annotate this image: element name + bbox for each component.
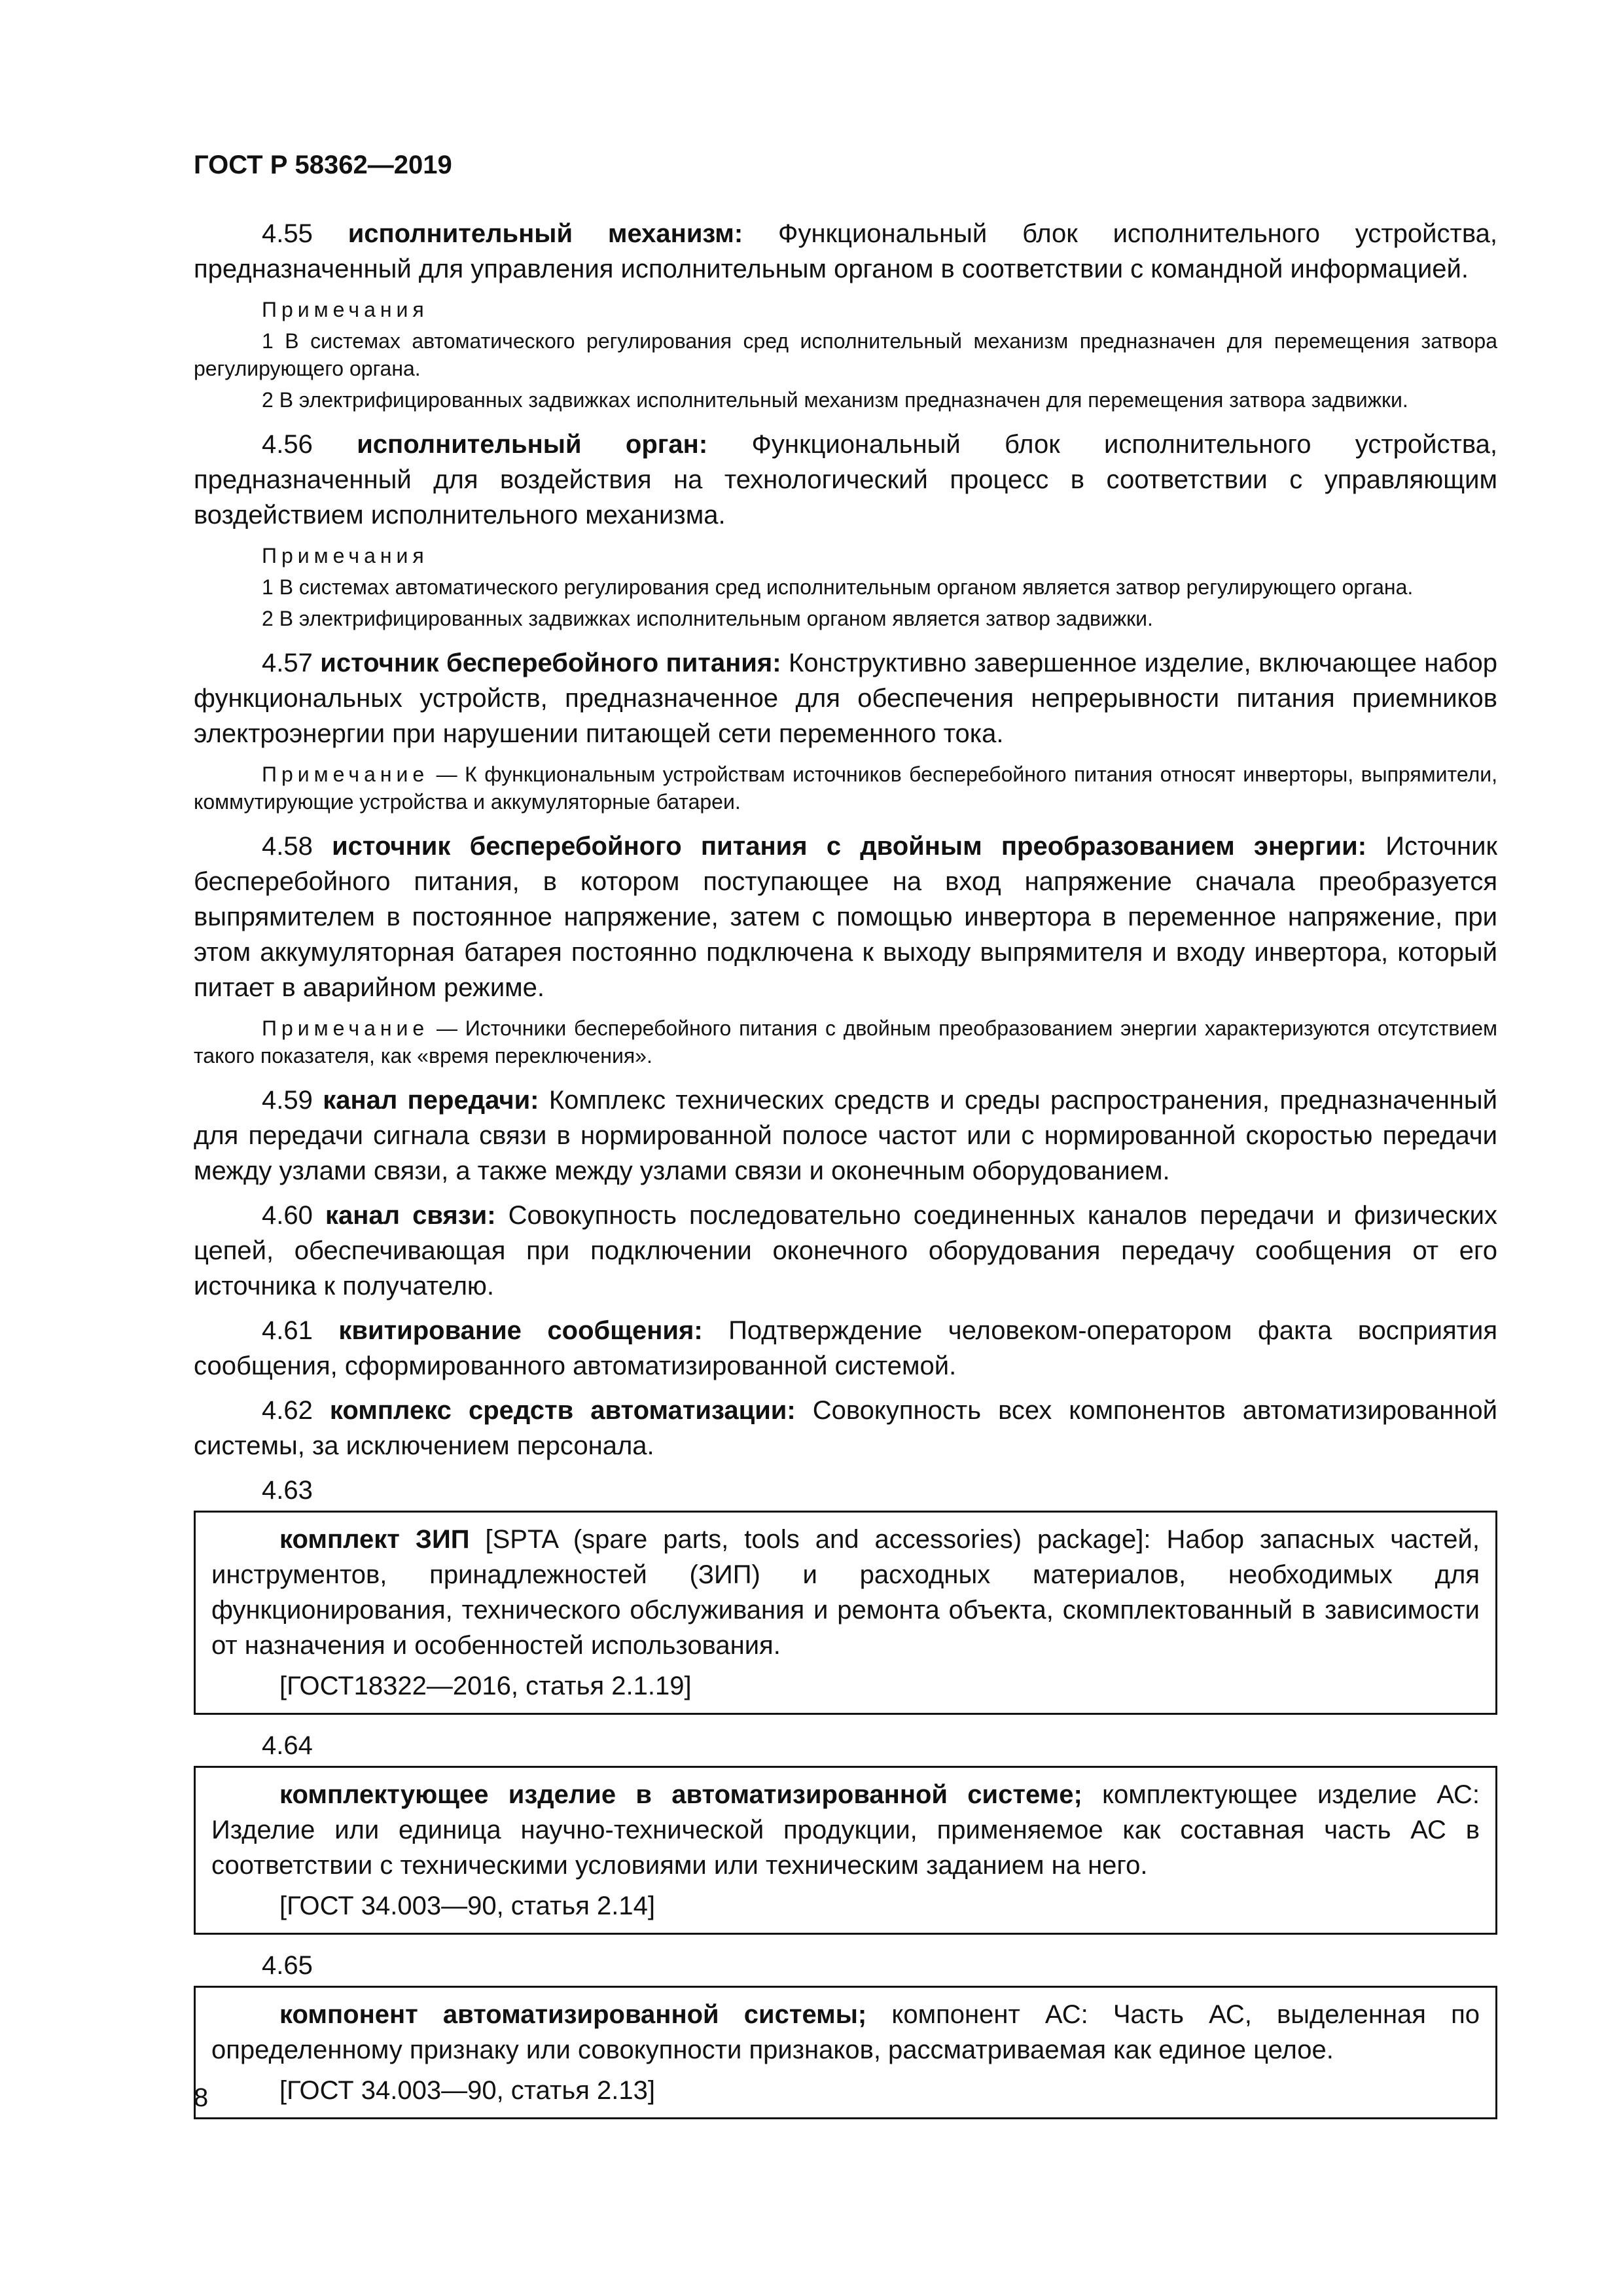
term-number-4-63: 4.63 xyxy=(262,1476,313,1505)
term-4-58 xyxy=(194,829,1497,1005)
term-number-4-64: 4.64 xyxy=(262,1731,313,1760)
term-4-59 xyxy=(194,1083,1497,1189)
term-4-57 xyxy=(194,645,1497,751)
note-1: 1 В системах автоматического регулирования сред исполнительный механизм предназначен для перемещения затвора регулирующего органа. xyxy=(194,329,1497,380)
notes-4-56 xyxy=(194,542,1497,632)
note-1: 1 В системах автоматического регулирования сред исполнительным органом является затвор регулирующего органа. xyxy=(262,575,1414,599)
term-definition: Функциональный блок исполнительного устройства, предназначенный для воздействия на технологический процесс в соответствии с управляющим воздействием исполнительного механизма. xyxy=(194,430,1497,529)
term-number: 4.59 xyxy=(262,1086,323,1115)
term-4-61 xyxy=(194,1313,1497,1384)
term-4-56 xyxy=(194,427,1497,533)
note-text: — К функциональным устройствам источников бесперебойного питания относят инверторы, выпрямители, коммутирующие устройства и аккумуляторные батареи. xyxy=(194,762,1497,814)
boxed-term-4-64 xyxy=(194,1766,1497,1935)
term-definition: Комплекс технических средств и среды распространения, предназначенный для передачи сигнала связи в нормированной полосе частот или с нормированной скоростью передачи между узлами связи, а также между узлами связи и оконечным оборудованием. xyxy=(194,1086,1497,1185)
term-name: канал связи: xyxy=(325,1201,496,1230)
notes-4-57 xyxy=(194,761,1497,816)
term-definition: Совокупность последовательно соединенных каналов передачи и физических цепей, обеспечивающая при подключении оконечного оборудования передачу сообщения от его источника к получателю. xyxy=(194,1201,1497,1300)
term-definition: Функциональный блок исполнительного устройства, предназначенный для управления исполнительным органом в соответствии с командной информацией. xyxy=(194,219,1497,283)
term-name: исполнительный механизм: xyxy=(348,219,743,248)
term-name: квитирование сообщения: xyxy=(338,1316,703,1345)
term-definition: Подтверждение человеком-оператором факта восприятия сообщения, сформированного автоматизированной системой. xyxy=(194,1316,1498,1380)
term-number: 4.60 xyxy=(262,1201,325,1230)
note-label: Примечание xyxy=(262,1016,429,1040)
note-label: Примечание xyxy=(262,762,429,786)
term-definition: Источник бесперебойного питания, в котором поступающее на вход напряжение сначала преобразуется выпрямителем в постоянное напряжение, затем с помощью инвертора в переменное напряжение, при этом аккумуляторная батарея постоянно подключена к выходу выпрямителя и входу инвертора, который питает в аварийном режиме. xyxy=(194,832,1497,1002)
notes-title: Примечания xyxy=(262,298,429,321)
term-4-62 xyxy=(194,1393,1497,1463)
main-content xyxy=(194,216,1497,2132)
term-number-4-65: 4.65 xyxy=(262,1951,313,1980)
term-source: [ГОСТ 34.003—90, статья 2.14] xyxy=(279,1892,655,1920)
term-definition: компонент АС: Часть АС, выделенная по определенному признаку или совокупности признаков, рассматриваемая как единое целое. xyxy=(211,2000,1480,2064)
term-name: исполнительный орган: xyxy=(357,430,708,459)
term-definition: [SPTA (spare parts, tools and accessories) package]: Набор запасных частей, инструментов, принадлежностей (ЗИП) и расходных материалов, необходимых для функционирования, технического обслуживания и ремонта объекта, скомплектованный в зависимости от назначения и особенностей использования. xyxy=(211,1525,1480,1660)
term-4-60 xyxy=(194,1198,1497,1304)
term-number: 4.61 xyxy=(262,1316,339,1345)
page-number: 8 xyxy=(194,2083,209,2112)
term-name: канал передачи: xyxy=(323,1086,539,1115)
term-number: 4.62 xyxy=(262,1396,330,1425)
note xyxy=(194,1014,1497,1069)
term-name: комплекс средств автоматизации: xyxy=(329,1396,796,1425)
term-number: 4.57 xyxy=(262,649,321,677)
note-2: 2 В электрифицированных задвижках исполнительным органом является затвор задвижки. xyxy=(262,607,1153,630)
term-name: комплектующее изделие в автоматизированной системе; xyxy=(279,1780,1082,1809)
page-header-standard-code: ГОСТ Р 58362—2019 xyxy=(194,151,452,179)
term-source: [ГОСТ 34.003—90, статья 2.13] xyxy=(279,2076,655,2105)
term-name: источник бесперебойного питания: xyxy=(320,649,781,677)
note xyxy=(194,761,1497,816)
notes-4-55 xyxy=(194,296,1497,414)
term-number: 4.56 xyxy=(262,430,357,459)
term-number: 4.58 xyxy=(262,832,332,861)
term-source: [ГОСТ18322—2016, статья 2.1.19] xyxy=(279,1672,692,1700)
term-definition: Совокупность всех компонентов автоматизированной системы, за исключением персонала. xyxy=(194,1396,1498,1460)
boxed-term-4-63 xyxy=(194,1511,1497,1715)
note-text: — Источники бесперебойного питания с двойным преобразованием энергии характеризуются отсутствием такого показателя, как «время переключения». xyxy=(194,1016,1497,1067)
term-definition: Конструктивно завершенное изделие, включающее набор функциональных устройств, предназначенное для обеспечения непрерывности питания приемников электроэнергии при нарушении питающей сети переменного тока. xyxy=(194,649,1497,748)
term-number: 4.55 xyxy=(262,219,348,248)
term-4-55 xyxy=(194,216,1497,287)
term-definition: комплектующее изделие АС: Изделие или единица научно-технической продукции, применяемое как составная часть АС в соответствии с техническими условиями или техническим заданием на него. xyxy=(211,1780,1480,1880)
term-name: комплект ЗИП xyxy=(279,1525,470,1554)
notes-4-58 xyxy=(194,1014,1497,1069)
note-2: 2 В электрифицированных задвижках исполнительный механизм предназначен для перемещения затвора задвижки. xyxy=(262,388,1408,412)
notes-title: Примечания xyxy=(262,544,429,567)
term-name: компонент автоматизированной системы; xyxy=(279,2000,867,2029)
term-name: источник бесперебойного питания с двойным преобразованием энергии: xyxy=(332,832,1367,861)
boxed-term-4-65 xyxy=(194,1986,1497,2119)
